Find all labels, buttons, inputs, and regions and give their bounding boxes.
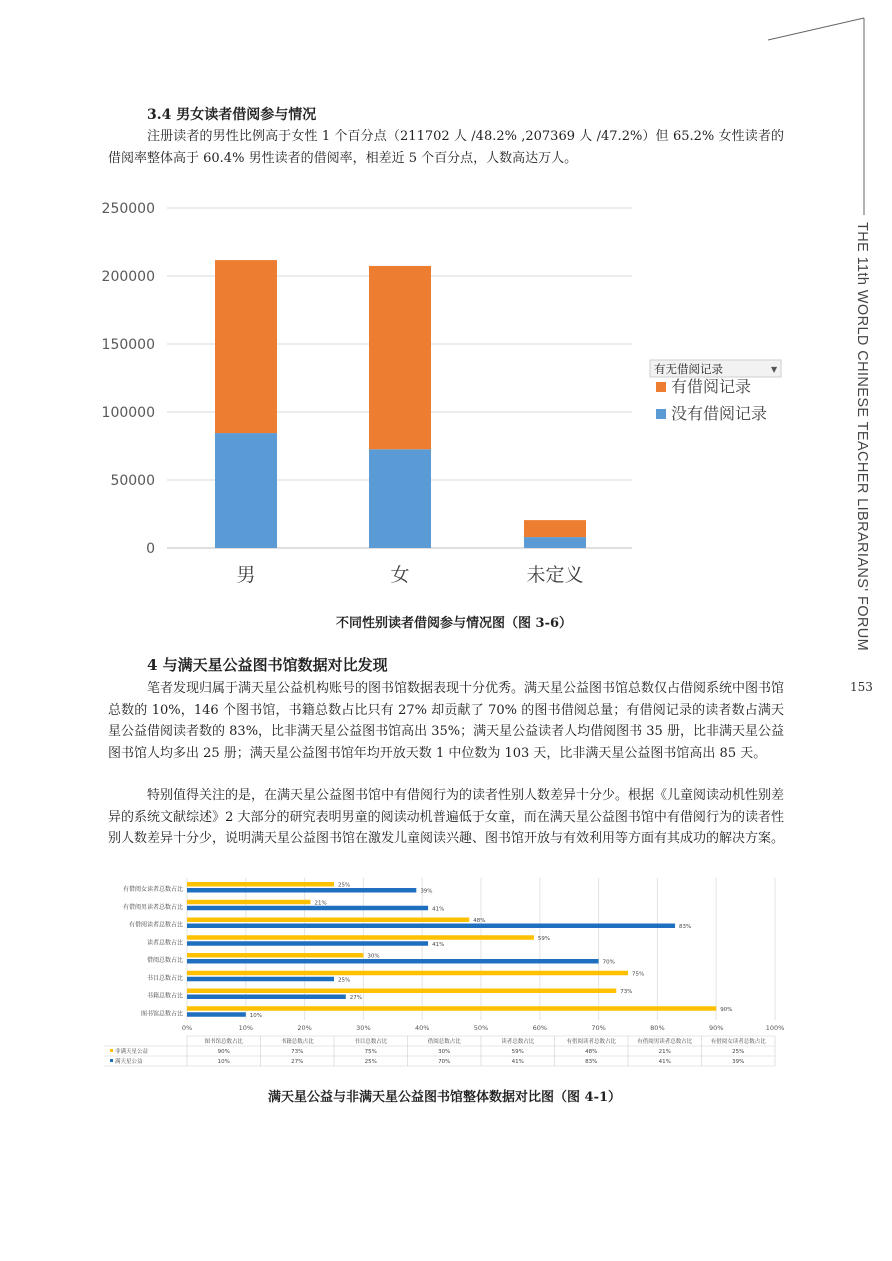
bar	[187, 971, 628, 976]
category-label: 有借阅男读者总数占比	[122, 903, 183, 911]
bar-segment	[524, 520, 586, 537]
bar-segment	[215, 260, 277, 433]
table-header: 有借阅读者总数占比	[566, 1039, 617, 1045]
section-4-heading: 4 与满天星公益图书馆数据对比发现	[147, 656, 388, 674]
x-tick-label: 100%	[765, 1024, 785, 1032]
bar	[187, 924, 675, 929]
page-number: 153	[850, 680, 873, 694]
category-label: 书目总数占比	[146, 974, 183, 982]
table-header: 有借阅女读者总数占比	[710, 1039, 766, 1045]
table-header: 图书馆总数占比	[204, 1039, 244, 1045]
data-label: 90%	[720, 1006, 733, 1013]
bar-segment	[215, 433, 277, 548]
data-label: 70%	[602, 959, 615, 966]
data-label: 41%	[432, 906, 445, 913]
bar-segment	[369, 266, 431, 449]
table-cell: 41%	[658, 1059, 671, 1065]
bar	[187, 941, 428, 946]
table-cell: 75%	[364, 1049, 377, 1055]
table-cell: 39%	[732, 1059, 745, 1065]
bar	[187, 995, 346, 1000]
data-label: 30%	[367, 953, 380, 960]
x-tick-label: 20%	[297, 1024, 312, 1032]
x-tick-label: 40%	[414, 1024, 430, 1032]
category-label: 读者总数占比	[146, 939, 183, 947]
bar	[187, 977, 334, 982]
y-tick-label: 0	[146, 541, 155, 557]
table-cell: 70%	[438, 1059, 451, 1065]
data-label: 39%	[420, 888, 433, 895]
y-tick-label: 150000	[101, 337, 155, 353]
bar	[187, 1012, 246, 1017]
table-cell: 25%	[732, 1049, 745, 1055]
bar-segment	[369, 449, 431, 548]
figure-3-6-caption: 不同性别读者借阅参与情况图（图 3-6）	[336, 616, 573, 631]
table-header: 有借阅男读者总数占比	[637, 1039, 693, 1045]
y-tick-label: 50000	[110, 473, 155, 489]
category-label: 图书馆总数占比	[140, 1010, 183, 1018]
data-label: 25%	[338, 882, 351, 889]
x-category-label: 女	[390, 564, 410, 586]
table-cell: 21%	[658, 1049, 671, 1055]
bar	[187, 989, 616, 994]
section-4-paragraph-1: 笔者发现归属于满天星公益机构账号的图书馆数据表现十分优秀。满天星公益图书馆总数仅占借阅系统中图书馆总数的 10%，146 个图书馆，书籍总数占比只有 27% 却贡献了 70% 的图书借阅总量；有借阅记录的读者数占满天星公益借阅读者数的 83%，比非满天星公益图书馆高出 35%；满天星公益读者人均借阅图书 35 册，比非满天星公益图书馆人均多出 25 册；满天星公益图书馆年均开放天数 1 中位数为 103 天，比非满天星公益图书馆高出 85 天。	[108, 681, 785, 761]
x-tick-label: 70%	[591, 1024, 606, 1032]
bar	[187, 953, 363, 958]
y-tick-label: 250000	[101, 201, 155, 217]
bar-segment	[524, 537, 586, 548]
data-label: 48%	[473, 918, 486, 924]
x-tick-label: 0%	[181, 1024, 193, 1032]
table-legend-swatch	[110, 1059, 113, 1062]
x-tick-label: 10%	[238, 1024, 254, 1032]
table-header: 书籍总数占比	[280, 1039, 314, 1045]
data-label: 25%	[338, 977, 351, 984]
figure-4-1-caption: 满天星公益与非满天星公益图书馆整体数据对比图（图 4-1）	[268, 1090, 622, 1105]
data-label: 83%	[679, 924, 692, 930]
bar	[187, 918, 469, 923]
bar	[187, 882, 334, 887]
table-cell: 10%	[217, 1059, 230, 1065]
x-tick-label: 30%	[356, 1024, 371, 1032]
legend-swatch	[656, 409, 666, 419]
table-cell: 59%	[511, 1049, 524, 1055]
x-tick-label: 50%	[473, 1024, 489, 1032]
section-3-4-heading: 3.4 男女读者借阅参与情况	[147, 107, 317, 123]
data-label: 59%	[537, 935, 551, 942]
data-label: 27%	[349, 995, 362, 1001]
y-tick-label: 100000	[101, 405, 155, 421]
x-category-label: 男	[236, 564, 256, 586]
data-label: 73%	[620, 989, 633, 995]
data-label: 10%	[249, 1012, 263, 1019]
gender-borrowing-chart	[95, 192, 795, 602]
category-label: 有借阅女读者总数占比	[122, 886, 183, 893]
bar	[187, 959, 599, 964]
bar	[187, 888, 416, 893]
table-header: 借阅总数占比	[427, 1039, 461, 1045]
x-category-label: 未定义	[526, 564, 584, 586]
y-tick-label: 200000	[101, 269, 155, 285]
table-cell: 41%	[511, 1059, 524, 1065]
chevron-down-icon: ▼	[771, 365, 778, 374]
corner-decoration	[760, 10, 880, 220]
library-comparison-chart	[100, 876, 790, 1076]
table-header: 书目总数占比	[354, 1039, 388, 1045]
category-label: 借阅总数占比	[146, 957, 183, 964]
category-label: 有借阅读者总数占比	[128, 921, 183, 929]
legend-label: 没有借阅记录	[671, 404, 768, 423]
table-cell: 27%	[291, 1059, 304, 1065]
x-tick-label: 60%	[532, 1024, 548, 1032]
table-cell: 48%	[585, 1049, 598, 1055]
bar	[187, 935, 534, 940]
legend-swatch	[656, 382, 666, 392]
forum-side-title: THE 11th WORLD CHINESE TEACHER LIBRARIANS' FORUM	[854, 222, 870, 652]
table-header: 读者总数占比	[501, 1039, 535, 1045]
table-legend-swatch	[110, 1049, 113, 1052]
table-cell: 30%	[438, 1049, 451, 1055]
table-cell: 90%	[217, 1049, 230, 1055]
legend-title: 有无借阅记录	[654, 362, 723, 376]
table-cell: 73%	[291, 1049, 304, 1055]
x-tick-label: 80%	[650, 1024, 665, 1032]
bar	[187, 1006, 716, 1011]
table-row-label: 非满天星公益	[115, 1049, 149, 1055]
data-label: 75%	[632, 971, 645, 978]
bar	[187, 906, 428, 911]
x-tick-label: 90%	[708, 1024, 724, 1032]
table-cell: 25%	[364, 1059, 377, 1065]
category-label: 书籍总数占比	[146, 992, 183, 1000]
bar	[187, 900, 310, 905]
table-row-label: 满天星公益	[115, 1059, 143, 1065]
section-3-4-paragraph: 注册读者的男性比例高于女性 1 个百分点（211702 人 /48.2% ,207369 人 /47.2%）但 65.2% 女性读者的借阅率整体高于 60.4% 男性读者的借阅率，相差近 5 个百分点，人数高达万人。	[108, 129, 784, 166]
section-4-paragraph-2: 特别值得关注的是，在满天星公益图书馆中有借阅行为的读者性别人数差异十分少。根据《儿童阅读动机性别差异的系统文献综述》2 大部分的研究表明男童的阅读动机普遍低于女童，而在满天星公益图书馆中有借阅行为的读者性别人数差异十分少，说明满天星公益图书馆在激发儿童阅读兴趣、图书馆开放与有效利用等方面有其成功的解决方案。	[108, 788, 785, 846]
legend-label: 有借阅记录	[671, 377, 752, 396]
data-label: 41%	[432, 941, 445, 948]
data-label: 21%	[314, 900, 327, 907]
table-cell: 83%	[585, 1059, 598, 1065]
